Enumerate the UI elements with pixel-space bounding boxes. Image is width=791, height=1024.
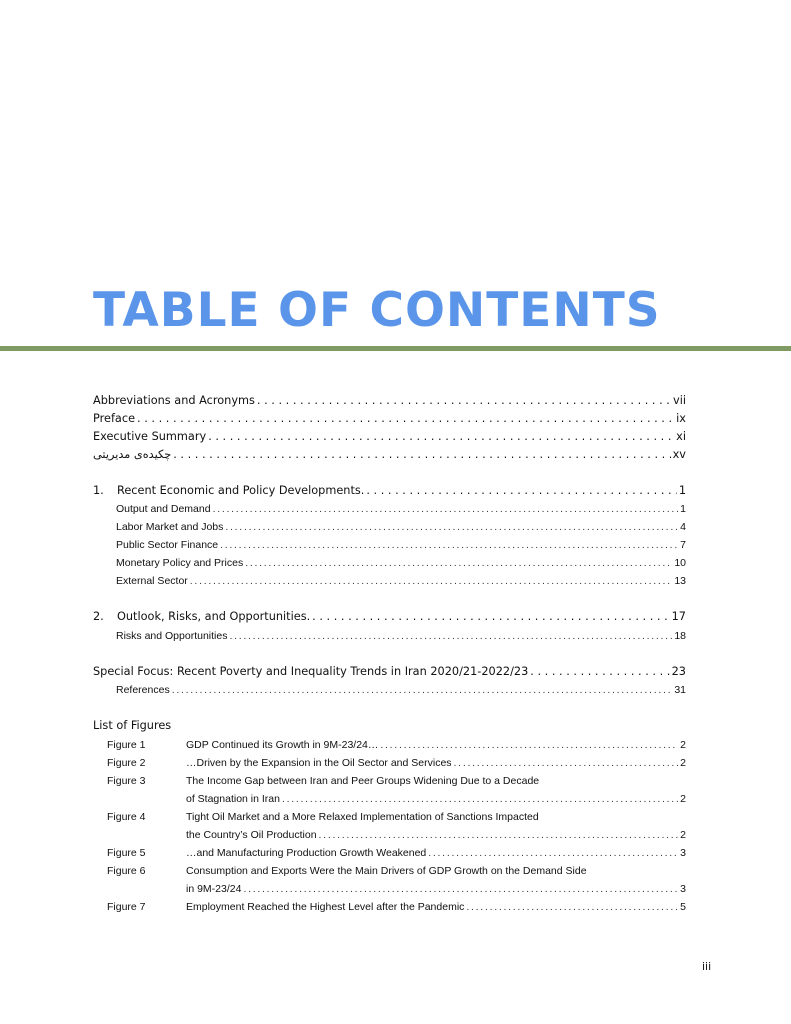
dot-leader	[172, 681, 673, 699]
toc-entry-page: 23	[671, 665, 686, 678]
toc-entry-label: Abbreviations and Acronyms	[93, 394, 255, 407]
toc-entry-label: Output and Demand	[116, 503, 211, 515]
dot-leader	[312, 608, 669, 626]
toc-entry-abbreviations[interactable]	[93, 392, 686, 410]
toc-special-focus[interactable]	[93, 663, 686, 681]
figure-entry-3[interactable]	[107, 772, 686, 790]
figure-label: Figure 1	[107, 739, 146, 751]
dot-leader	[245, 554, 672, 572]
toc-entry-page: xv	[672, 448, 686, 461]
toc-entry-page: 18	[674, 630, 686, 642]
figure-page: 2	[680, 793, 686, 805]
dot-leader	[213, 500, 679, 518]
dot-leader	[190, 572, 673, 590]
toc-entry-page: vii	[673, 394, 686, 407]
toc-entry-label: External Sector	[116, 575, 188, 587]
dot-leader	[428, 844, 678, 862]
toc-entry-page: 1	[680, 503, 686, 515]
figure-page: 5	[680, 901, 686, 913]
figure-title: The Income Gap between Iran and Peer Groups Widening Due to a Decade	[186, 775, 540, 787]
toc-entry-label: Special Focus: Recent Poverty and Inequality Trends in Iran 2020/21-2022/23	[93, 665, 529, 678]
figure-entry-6[interactable]	[107, 862, 686, 880]
figure-page: 2	[680, 739, 686, 751]
dot-leader	[380, 736, 678, 754]
toc-entry-page: 31	[674, 684, 686, 696]
page-number: iii	[702, 960, 712, 973]
toc-entry-page: 7	[680, 539, 686, 551]
figure-entry-3-continued[interactable]	[107, 790, 686, 808]
toc-entry-label: Preface	[93, 412, 136, 425]
figure-page: 3	[680, 847, 686, 859]
figure-entry-5[interactable]	[107, 844, 686, 862]
toc-section-public-finance[interactable]	[116, 536, 686, 554]
dot-leader	[173, 446, 670, 464]
figure-label: Figure 4	[107, 811, 146, 823]
figure-title: Employment Reached the Highest Level after the Pandemic	[186, 901, 465, 913]
toc-entry-label: Executive Summary	[93, 430, 207, 443]
figure-title: …Driven by the Expansion in the Oil Sector and Services	[186, 757, 452, 769]
figure-title: Consumption and Exports Were the Main Drivers of GDP Growth on the Demand Side	[186, 865, 587, 877]
toc-section-external-sector[interactable]	[116, 572, 686, 590]
dot-leader	[282, 790, 678, 808]
list-of-figures-heading: List of Figures	[93, 719, 172, 732]
figure-entry-4-continued[interactable]	[107, 826, 686, 844]
figure-title: Tight Oil Market and a More Relaxed Implementation of Sanctions Impacted	[186, 811, 539, 823]
figure-title: GDP Continued its Growth in 9M-23/24…	[186, 739, 379, 751]
toc-entry-executive-summary[interactable]	[93, 428, 686, 446]
toc-section-output-demand[interactable]	[116, 500, 686, 518]
toc-section-monetary-policy[interactable]	[116, 554, 686, 572]
dot-leader	[257, 392, 671, 410]
toc-entry-page: 10	[674, 557, 686, 569]
figure-title: …and Manufacturing Production Growth Weakened	[186, 847, 427, 859]
toc-section-risks[interactable]	[116, 627, 686, 645]
toc-entry-label: Risks and Opportunities	[116, 630, 228, 642]
toc-entry-page: ix	[676, 412, 686, 425]
dot-leader	[208, 428, 674, 446]
figure-entry-4[interactable]	[107, 808, 686, 826]
toc-entry-page: 17	[671, 610, 686, 623]
dot-leader	[319, 826, 679, 844]
dot-leader	[225, 518, 678, 536]
dot-leader	[366, 482, 676, 500]
toc-entry-label: Labor Market and Jobs	[116, 521, 224, 533]
toc-entry-label: Recent Economic and Policy Developments.	[117, 484, 365, 497]
figure-label: Figure 3	[107, 775, 146, 787]
toc-chapter-2[interactable]	[93, 608, 686, 626]
dot-leader	[243, 880, 678, 898]
figure-label: Figure 2	[107, 757, 146, 769]
chapter-number: 2.	[93, 610, 104, 623]
dot-leader	[220, 536, 678, 554]
toc-section-labor-market[interactable]	[116, 518, 686, 536]
title-divider	[0, 346, 791, 351]
toc-section-references[interactable]	[116, 681, 686, 699]
chapter-number: 1.	[93, 484, 104, 497]
toc-entry-page: xi	[676, 430, 686, 443]
figure-page: 2	[680, 757, 686, 769]
figure-title-continued: the Country’s Oil Production	[186, 829, 317, 841]
toc-entry-persian-summary[interactable]	[93, 446, 686, 464]
dot-leader	[229, 627, 672, 645]
figure-entry-7[interactable]	[107, 898, 686, 916]
dot-leader	[454, 754, 679, 772]
toc-entry-page: 1	[678, 484, 686, 497]
figure-label: Figure 7	[107, 901, 146, 913]
dot-leader	[137, 410, 674, 428]
toc-entry-page: 13	[674, 575, 686, 587]
figure-page: 2	[680, 829, 686, 841]
toc-entry-page: 4	[680, 521, 686, 533]
page-title: TABLE OF CONTENTS	[93, 283, 661, 338]
figure-label: Figure 6	[107, 865, 146, 877]
figure-title-continued: in 9M-23/24	[186, 883, 242, 895]
dot-leader	[530, 663, 669, 681]
figure-entry-6-continued[interactable]	[107, 880, 686, 898]
toc-chapter-1[interactable]	[93, 482, 686, 500]
figure-title-continued: of Stagnation in Iran	[186, 793, 280, 805]
toc-entry-label: Public Sector Finance	[116, 539, 219, 551]
figure-page: 3	[680, 883, 686, 895]
figure-label: Figure 5	[107, 847, 146, 859]
toc-entry-label: Monetary Policy and Prices	[116, 557, 244, 569]
toc-entry-preface[interactable]	[93, 410, 686, 428]
toc-entry-label: چکیده‌ی مدیریتی	[93, 448, 172, 461]
toc-entry-label: References	[116, 684, 170, 696]
toc-entry-label: Outlook, Risks, and Opportunities.	[117, 610, 311, 623]
figure-entry-1[interactable]	[107, 736, 686, 754]
figure-entry-2[interactable]	[107, 754, 686, 772]
dot-leader	[466, 898, 678, 916]
